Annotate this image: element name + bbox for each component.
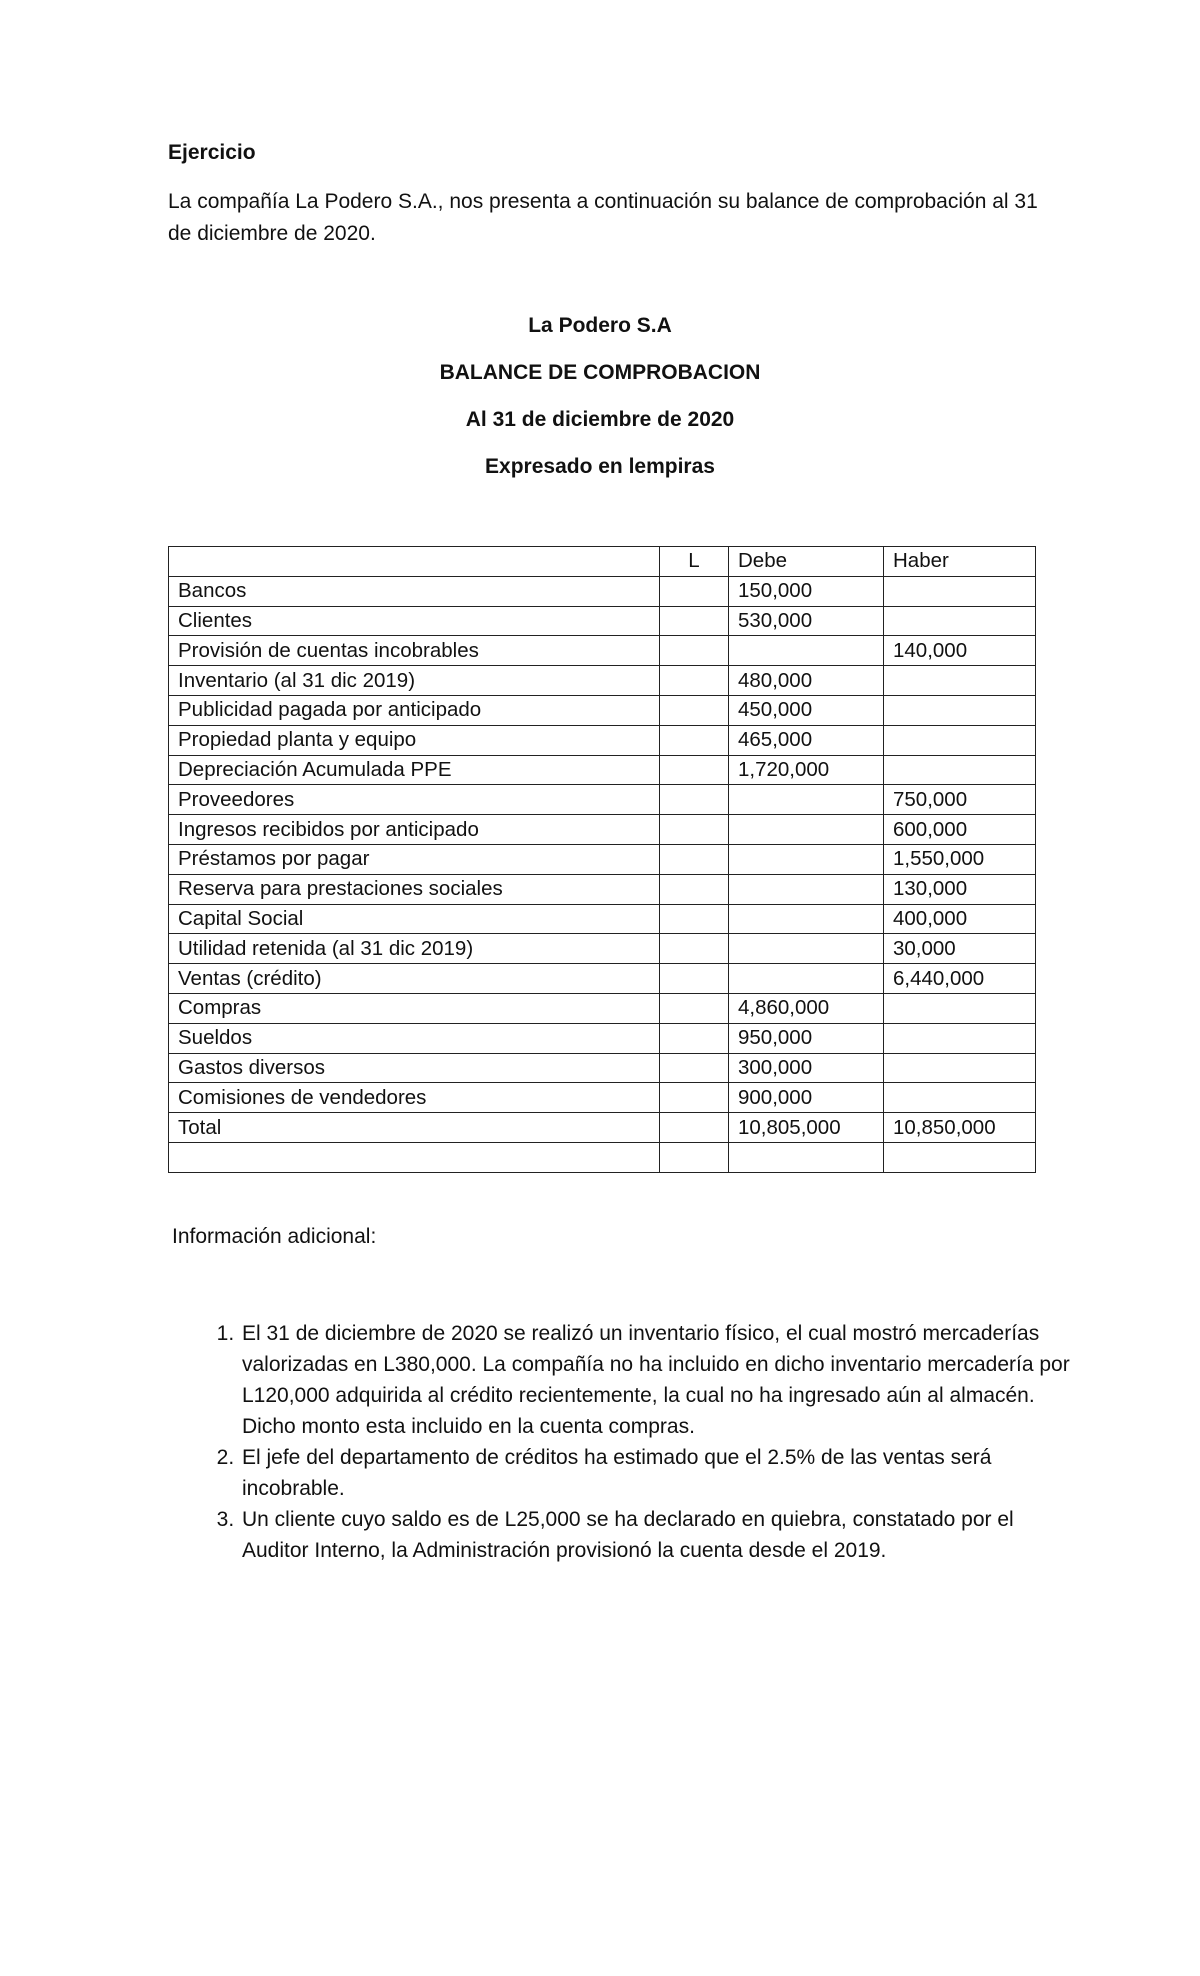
cell-l (660, 1113, 729, 1143)
table-row (169, 636, 1036, 666)
cell-debe (729, 815, 884, 845)
table-row (169, 934, 1036, 964)
cell-debe: 150,000 (729, 576, 884, 606)
cell-l (660, 755, 729, 785)
cell-haber (884, 1053, 1036, 1083)
cell-debe: 4,860,000 (729, 993, 884, 1023)
cell-account: Compras (169, 993, 660, 1023)
note-item: 1. El 31 de diciembre de 2020 se realizó un inventario físico, el cual mostró mercaderías valorizadas en L380,000. La compañía no ha incluido en dicho inventario mercadería por L120,000 adquirida al crédito recientemente, la cual no ha ingresado aún al almacén. Dicho monto esta incluido en la cuenta compras. (240, 1318, 1080, 1442)
cell-account: Sueldos (169, 1023, 660, 1053)
cell-haber: 1,550,000 (884, 844, 1036, 874)
cell-account: Gastos diversos (169, 1053, 660, 1083)
header-debe: Debe (729, 547, 884, 577)
cell-debe: 450,000 (729, 695, 884, 725)
cell-l (660, 1023, 729, 1053)
cell-account: Bancos (169, 576, 660, 606)
cell-account: Reserva para prestaciones sociales (169, 874, 660, 904)
cell-debe (729, 785, 884, 815)
exercise-heading: Ejercicio (168, 141, 256, 164)
cell-debe (729, 934, 884, 964)
cell-l (660, 815, 729, 845)
cell-l (660, 844, 729, 874)
cell-account: Comisiones de vendedores (169, 1083, 660, 1113)
cell-haber (884, 1023, 1036, 1053)
cell-account: Depreciación Acumulada PPE (169, 755, 660, 785)
cell-haber: 750,000 (884, 785, 1036, 815)
cell-account: Ingresos recibidos por anticipado (169, 815, 660, 845)
table-row (169, 1142, 1036, 1172)
cell-l (660, 1053, 729, 1083)
cell-haber (884, 993, 1036, 1023)
report-currency: Expresado en lempiras (485, 455, 715, 478)
cell-haber: 10,850,000 (884, 1113, 1036, 1143)
cell-haber (884, 755, 1036, 785)
cell-haber: 140,000 (884, 636, 1036, 666)
note-item: 3. Un cliente cuyo saldo es de L25,000 se ha declarado en quiebra, constatado por el Auditor Interno, la Administración provisionó la cuenta desde el 2019. (240, 1504, 1080, 1566)
cell-l (660, 695, 729, 725)
table-row (169, 844, 1036, 874)
trial-balance-table (168, 546, 1036, 1173)
cell-debe: 1,720,000 (729, 755, 884, 785)
company-title: La Podero S.A (528, 314, 672, 337)
header-l: L (660, 547, 729, 577)
cell-l (660, 606, 729, 636)
table-row (169, 1113, 1036, 1143)
cell-l (660, 934, 729, 964)
table-row (169, 993, 1036, 1023)
header-account (169, 547, 660, 577)
table-row (169, 576, 1036, 606)
table-row (169, 874, 1036, 904)
report-title: BALANCE DE COMPROBACION (439, 361, 761, 384)
table-row (169, 755, 1036, 785)
cell-account: Utilidad retenida (al 31 dic 2019) (169, 934, 660, 964)
cell-haber: 400,000 (884, 904, 1036, 934)
cell-debe: 10,805,000 (729, 1113, 884, 1143)
cell-debe (729, 636, 884, 666)
table-row (169, 1023, 1036, 1053)
table-row (169, 666, 1036, 696)
cell-debe (729, 904, 884, 934)
cell-l (660, 666, 729, 696)
cell-debe: 465,000 (729, 725, 884, 755)
table-row (169, 695, 1036, 725)
cell-l (660, 636, 729, 666)
table-row (169, 725, 1036, 755)
cell-debe: 900,000 (729, 1083, 884, 1113)
cell-debe (729, 874, 884, 904)
table-row (169, 964, 1036, 994)
cell-debe (729, 964, 884, 994)
cell-account: Capital Social (169, 904, 660, 934)
cell-debe: 300,000 (729, 1053, 884, 1083)
cell-account: Proveedores (169, 785, 660, 815)
cell-debe (729, 844, 884, 874)
cell-account (169, 1142, 660, 1172)
cell-account: Clientes (169, 606, 660, 636)
cell-haber: 600,000 (884, 815, 1036, 845)
table-row (169, 785, 1036, 815)
cell-account: Total (169, 1113, 660, 1143)
cell-l (660, 993, 729, 1023)
cell-debe (729, 1142, 884, 1172)
cell-debe: 480,000 (729, 666, 884, 696)
cell-account: Propiedad planta y equipo (169, 725, 660, 755)
additional-info-list (204, 1318, 1080, 1566)
cell-haber (884, 695, 1036, 725)
intro-paragraph: La compañía La Podero S.A., nos presenta a continuación su balance de comprobación al 31 de diciembre de 2020. (168, 190, 1038, 245)
table-row (169, 815, 1036, 845)
cell-l (660, 904, 729, 934)
cell-haber: 6,440,000 (884, 964, 1036, 994)
cell-haber: 30,000 (884, 934, 1036, 964)
cell-l (660, 964, 729, 994)
cell-l (660, 1083, 729, 1113)
cell-l (660, 785, 729, 815)
cell-account: Inventario (al 31 dic 2019) (169, 666, 660, 696)
table-row (169, 1083, 1036, 1113)
header-haber: Haber (884, 547, 1036, 577)
report-date: Al 31 de diciembre de 2020 (465, 408, 735, 431)
cell-l (660, 576, 729, 606)
cell-haber (884, 576, 1036, 606)
cell-haber (884, 666, 1036, 696)
cell-account: Ventas (crédito) (169, 964, 660, 994)
cell-haber (884, 606, 1036, 636)
table-header-row (169, 547, 1036, 577)
cell-l (660, 874, 729, 904)
table-row (169, 1053, 1036, 1083)
cell-haber (884, 1142, 1036, 1172)
additional-info-label: Información adicional: (172, 1225, 377, 1248)
table-row (169, 904, 1036, 934)
cell-l (660, 1142, 729, 1172)
note-item: 2. El jefe del departamento de créditos ha estimado que el 2.5% de las ventas será incobrable. (240, 1442, 1080, 1504)
cell-debe: 950,000 (729, 1023, 884, 1053)
cell-haber (884, 725, 1036, 755)
cell-account: Préstamos por pagar (169, 844, 660, 874)
cell-haber (884, 1083, 1036, 1113)
table-row (169, 606, 1036, 636)
cell-l (660, 725, 729, 755)
cell-account: Provisión de cuentas incobrables (169, 636, 660, 666)
cell-haber: 130,000 (884, 874, 1036, 904)
cell-account: Publicidad pagada por anticipado (169, 695, 660, 725)
cell-debe: 530,000 (729, 606, 884, 636)
